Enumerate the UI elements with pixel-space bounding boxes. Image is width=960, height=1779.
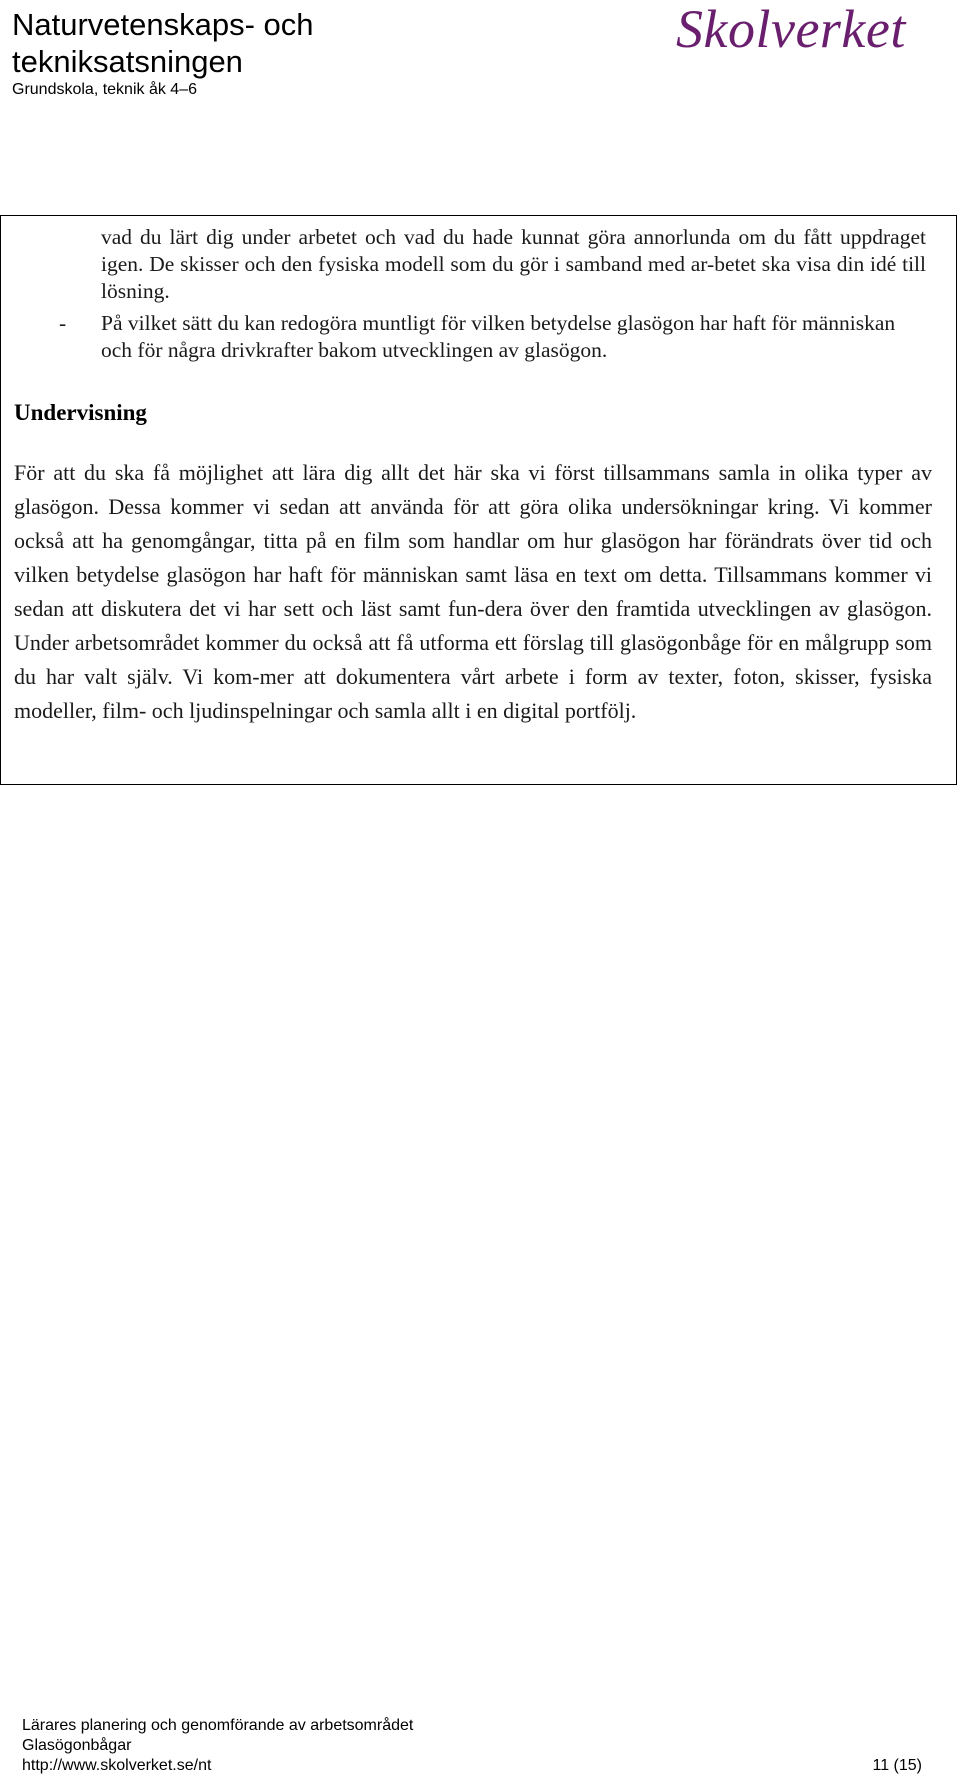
footer-url: http://www.skolverket.se/nt xyxy=(22,1757,212,1774)
section-heading: Undervisning xyxy=(14,400,147,425)
skolverket-logo: Skolverket xyxy=(676,0,906,59)
continuation-paragraph: vad du lärt dig under arbetet och vad du hade kunnat göra annorlunda om du fått uppdraget igen. De skisser och den fysiska modell som du gör i samband med ar-betet ska visa din idé till lösning. xyxy=(101,225,926,303)
footer-line-1: Lärares planering och genomförande av arbetsområdet xyxy=(22,1717,414,1734)
page-footer xyxy=(22,1716,922,1776)
section-body-paragraph: För att du ska få möjlighet att lära dig allt det här ska vi först tillsammans samla in olika typer av glasögon. Dessa kommer vi sedan att använda för att göra olika undersökningar kring. Vi kommer också att ha genomgångar, titta på en film som handlar om hur glasögon har förändrats över tid och vilken betydelse glasögon har haft för människan samt läsa en text om detta. Tillsammans kommer vi sedan att diskutera det vi har sett och läst samt fun-dera över den framtida utvecklingen av glasögon. Under arbetsområdet kommer du också att få utforma ett förslag till glasögonbåge för en målgrupp som du har valt själv. Vi kom-mer att dokumentera vårt arbete i form av texter, foton, skisser, fysiska modeller, film- och ljudinspelningar och samla allt i en digital portfölj. xyxy=(14,460,932,723)
header-title: Naturvetenskaps- och tekniksatsningen xyxy=(12,7,314,79)
footer-line-2: Glasögonbågar xyxy=(22,1737,132,1754)
header-subtitle: Grundskola, teknik åk 4–6 xyxy=(12,81,197,98)
bullet-item: På vilket sätt du kan redogöra muntligt för vilken betydelse glasögon har haft för människan och för några drivkrafter bakom utvecklingen av glasögon. xyxy=(101,311,896,362)
content-box xyxy=(0,215,957,785)
footer-line-3 xyxy=(22,1756,922,1776)
page-number: 11 (15) xyxy=(872,1757,922,1774)
bullet-marker: - xyxy=(59,311,67,335)
